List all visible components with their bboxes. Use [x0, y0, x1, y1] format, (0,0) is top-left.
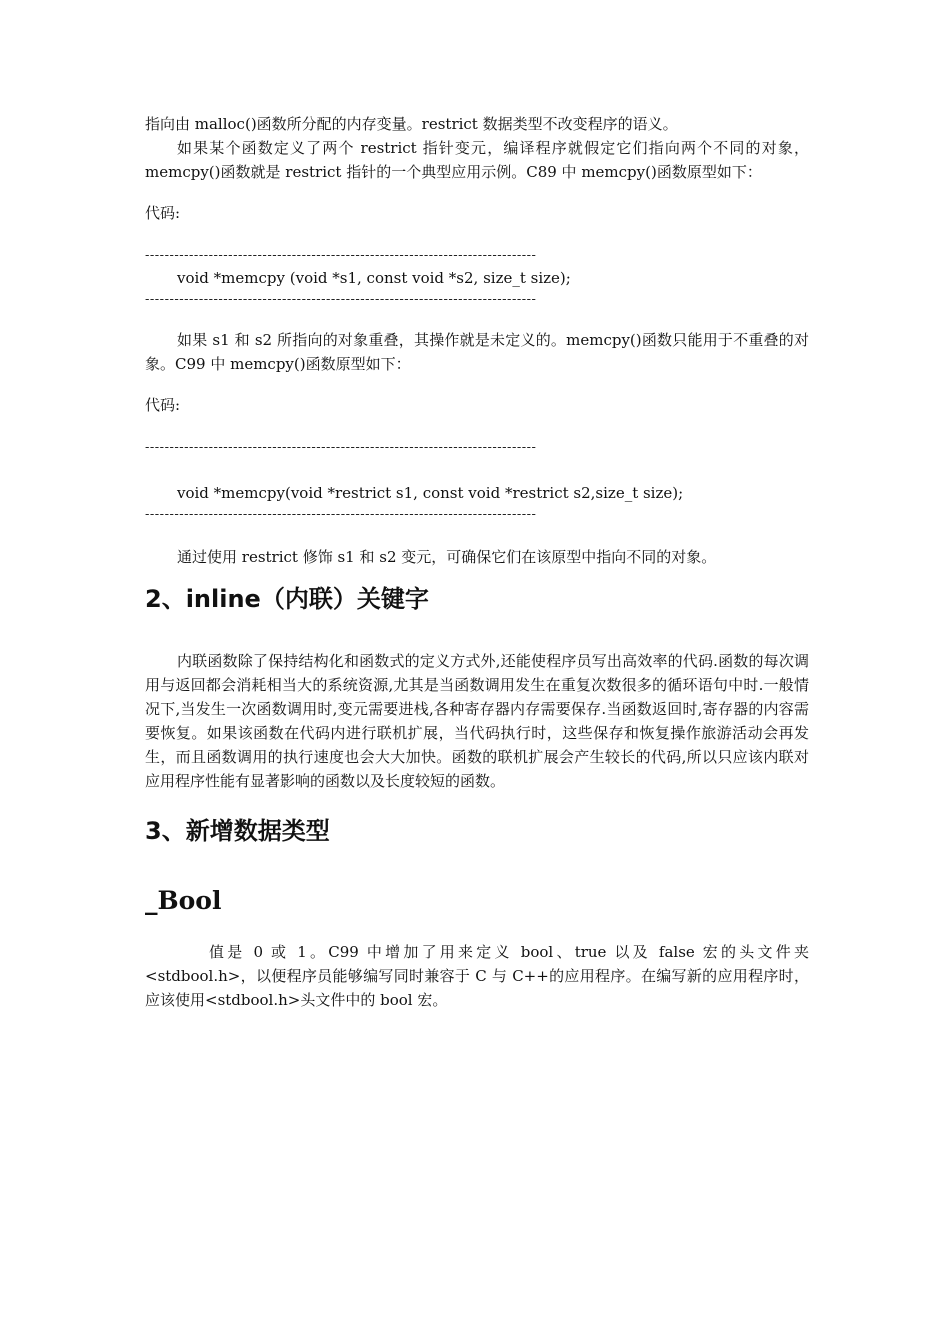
code-memcpy-c89: void *memcpy (void *s1, const void *s2, size_t size);	[177, 269, 571, 287]
code-label: 代码:	[145, 204, 181, 222]
paragraph-restrict-usage: 通过使用 restrict 修饰 s1 和 s2 变元，可确保它们在该原型中指向不同的对象。	[177, 548, 717, 566]
code-divider: --------------------------------------------------------------------------------	[145, 292, 537, 307]
section-heading-new-types: 3、新增数据类型	[145, 817, 330, 845]
code-memcpy-c99: void *memcpy(void *restrict s1, const void *restrict s2,size_t size);	[177, 484, 684, 502]
paragraph-bool-body: 值是 0 或 1。C99 中增加了用来定义 bool、true 以及 false 宏的头文件夹<stdbool.h>，以便程序员能够编写同时兼容于 C 与 C++的应用程序。在编写新的应用程序时，应该使用<stdbool.h>头文件中的 bool 宏。	[145, 943, 809, 1009]
code-divider: --------------------------------------------------------------------------------	[145, 440, 537, 455]
code-divider: --------------------------------------------------------------------------------	[145, 248, 537, 263]
paragraph-inline-body: 内联函数除了保持结构化和函数式的定义方式外,还能使程序员写出高效率的代码.函数的每次调用与返回都会消耗相当大的系统资源,尤其是当函数调用发生在重复次数很多的循环语句中时.一般情况下,当发生一次函数调用时,变元需要进栈,各种寄存器内存需要保存.当函数返回时,寄存器的内容需要恢复。如果该函数在代码内进行联机扩展，当代码执行时，这些保存和恢复操作旅游活动会再发生，而且函数调用的执行速度也会大大加快。函数的联机扩展会产生较长的代码,所以只应该内联对应用程序性能有显著影响的函数以及长度较短的函数。	[145, 652, 809, 790]
section-heading-inline: 2、inline（内联）关键字	[145, 585, 429, 613]
code-label: 代码:	[145, 396, 181, 414]
code-divider: --------------------------------------------------------------------------------	[145, 507, 537, 522]
paragraph-restrict-semantics: 指向由 malloc()函数所分配的内存变量。restrict 数据类型不改变程序的语义。	[145, 115, 678, 133]
paragraph-restrict-pointers: 如果某个函数定义了两个 restrict 指针变元，编译程序就假定它们指向两个不同的对象，memcpy()函数就是 restrict 指针的一个典型应用示例。C89 中 memcpy()函数原型如下：	[145, 139, 809, 181]
document-page	[145, 112, 809, 1012]
paragraph-overlap: 如果 s1 和 s2 所指向的对象重叠，其操作就是未定义的。memcpy()函数只能用于不重叠的对象。C99 中 memcpy()函数原型如下：	[145, 331, 809, 373]
subheading-bool: _Bool	[145, 886, 222, 915]
